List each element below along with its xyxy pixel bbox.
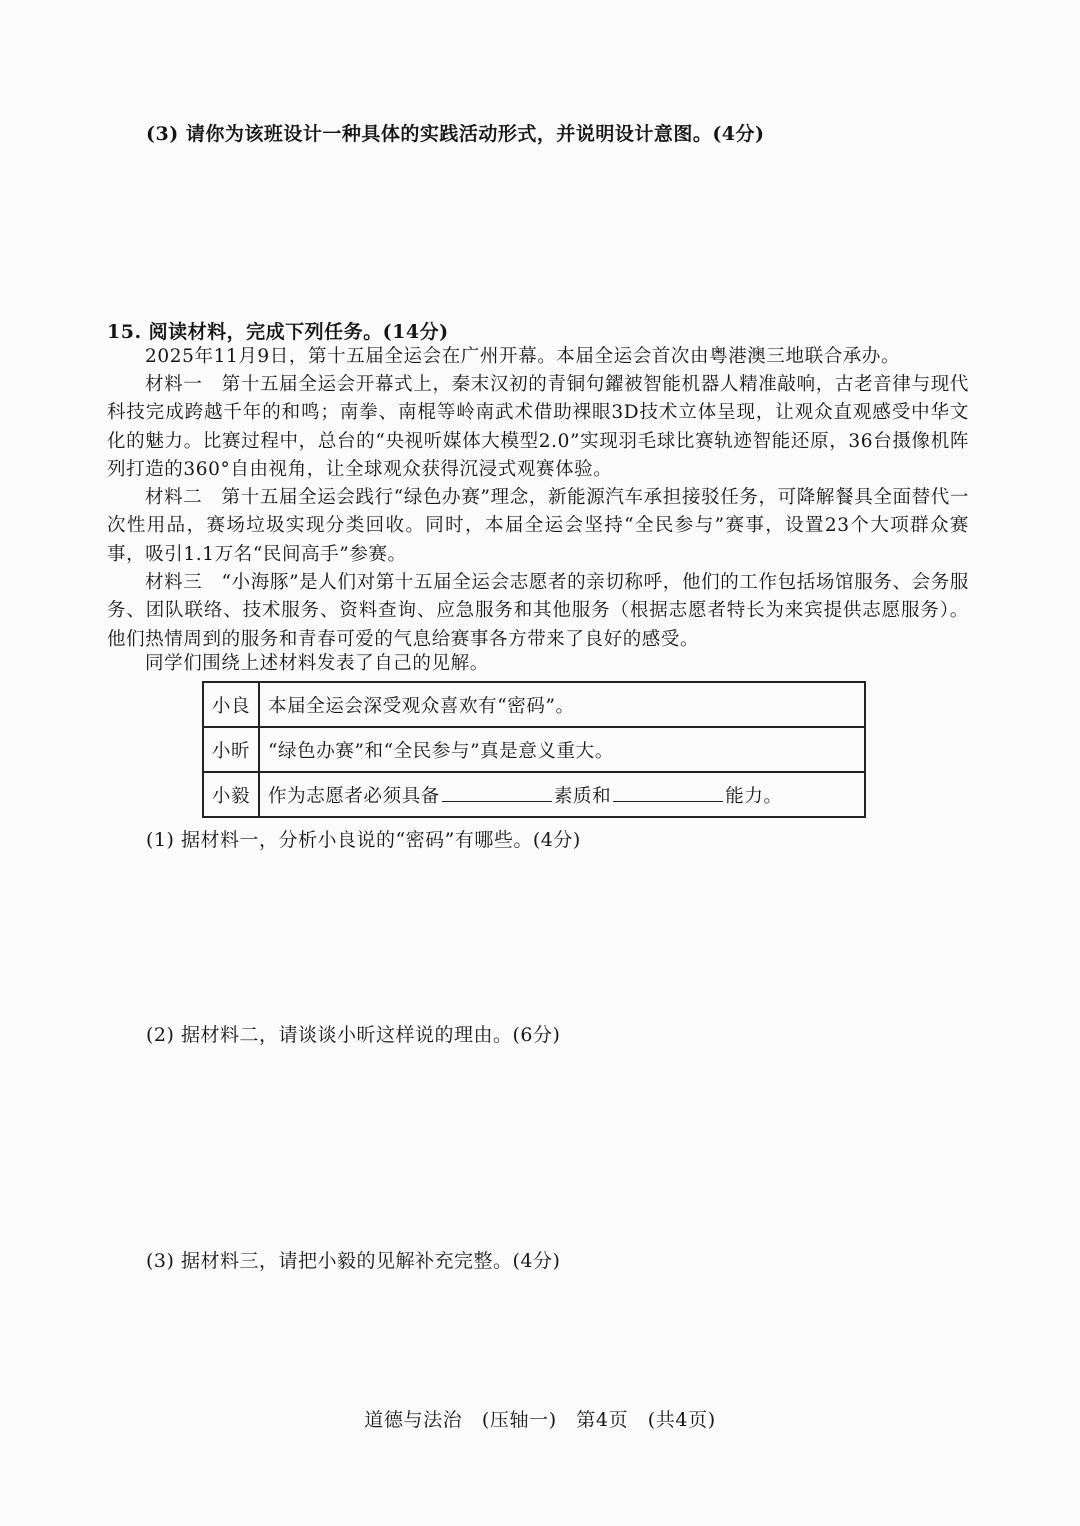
view-text-part: 能力。 bbox=[725, 785, 783, 807]
lead-sentence: 同学们围绕上述材料发表了自己的见解。 bbox=[145, 653, 489, 674]
subquestion-1: (1) 据材料一，分析小良说的“密码”有哪些。(4分) bbox=[146, 829, 581, 851]
student-view: 本届全运会深受观众喜欢有“密码”。 bbox=[259, 682, 865, 727]
answer-blank[interactable] bbox=[442, 783, 552, 802]
intro-paragraph: 2025年11月9日，第十五届全运会在广州开幕。本届全运会首次由粤港澳三地联合承办。 bbox=[145, 346, 901, 367]
student-views-table bbox=[202, 681, 866, 818]
table-row bbox=[203, 727, 865, 772]
question-14-part-3: (3) 请你为该班设计一种具体的实践活动形式，并说明设计意图。(4分) bbox=[146, 123, 765, 145]
question-15-title: 15. 阅读材料，完成下列任务。(14分) bbox=[107, 321, 449, 343]
student-name: 小昕 bbox=[203, 727, 259, 772]
view-text-part: 素质和 bbox=[553, 785, 612, 807]
answer-blank[interactable] bbox=[613, 783, 723, 802]
table-row bbox=[203, 682, 865, 727]
material-two-paragraph: 材料二 第十五届全运会践行“绿色办赛”理念，新能源汽车承担接驳任务，可降解餐具全面替代一次性用品，赛场垃圾实现分类回收。同时，本届全运会坚持“全民参与”赛事，设置23个大项群众赛事，吸引1.1万名“民间高手”参赛。 bbox=[107, 487, 969, 565]
student-name: 小良 bbox=[203, 682, 259, 727]
student-view: “绿色办赛”和“全民参与”真是意义重大。 bbox=[259, 727, 865, 772]
page-footer: 道德与法治 (压轴一) 第4页 (共4页) bbox=[364, 1409, 716, 1431]
student-name: 小毅 bbox=[203, 772, 259, 817]
material-one-paragraph: 材料一 第十五届全运会开幕式上，秦末汉初的青铜句鑃被智能机器人精准敲响，古老音律与现代科技完成跨越千年的和鸣；南拳、南棍等岭南武术借助裸眼3D技术立体呈现，让观众直观感受中华文化的魅力。比赛过程中，总台的“央视听媒体大模型2.0”实现羽毛球比赛轨迹智能还原，36台摄像机阵列打造的360°自由视角，让全球观众获得沉浸式观赛体验。 bbox=[107, 374, 969, 480]
student-view bbox=[259, 772, 865, 817]
subquestion-3: (3) 据材料三，请把小毅的见解补充完整。(4分) bbox=[146, 1250, 561, 1272]
material-three-paragraph: 材料三 “小海豚”是人们对第十五届全运会志愿者的亲切称呼，他们的工作包括场馆服务、会务服务、团队联络、技术服务、资料查询、应急服务和其他服务（根据志愿者特长为来宾提供志愿服务）。他们热情周到的服务和青春可爱的气息给赛事各方带来了良好的感受。 bbox=[107, 572, 969, 650]
table-row bbox=[203, 772, 865, 817]
view-text-part: 作为志愿者必须具备 bbox=[268, 785, 440, 807]
subquestion-2: (2) 据材料二，请谈谈小昕这样说的理由。(6分) bbox=[146, 1024, 561, 1046]
